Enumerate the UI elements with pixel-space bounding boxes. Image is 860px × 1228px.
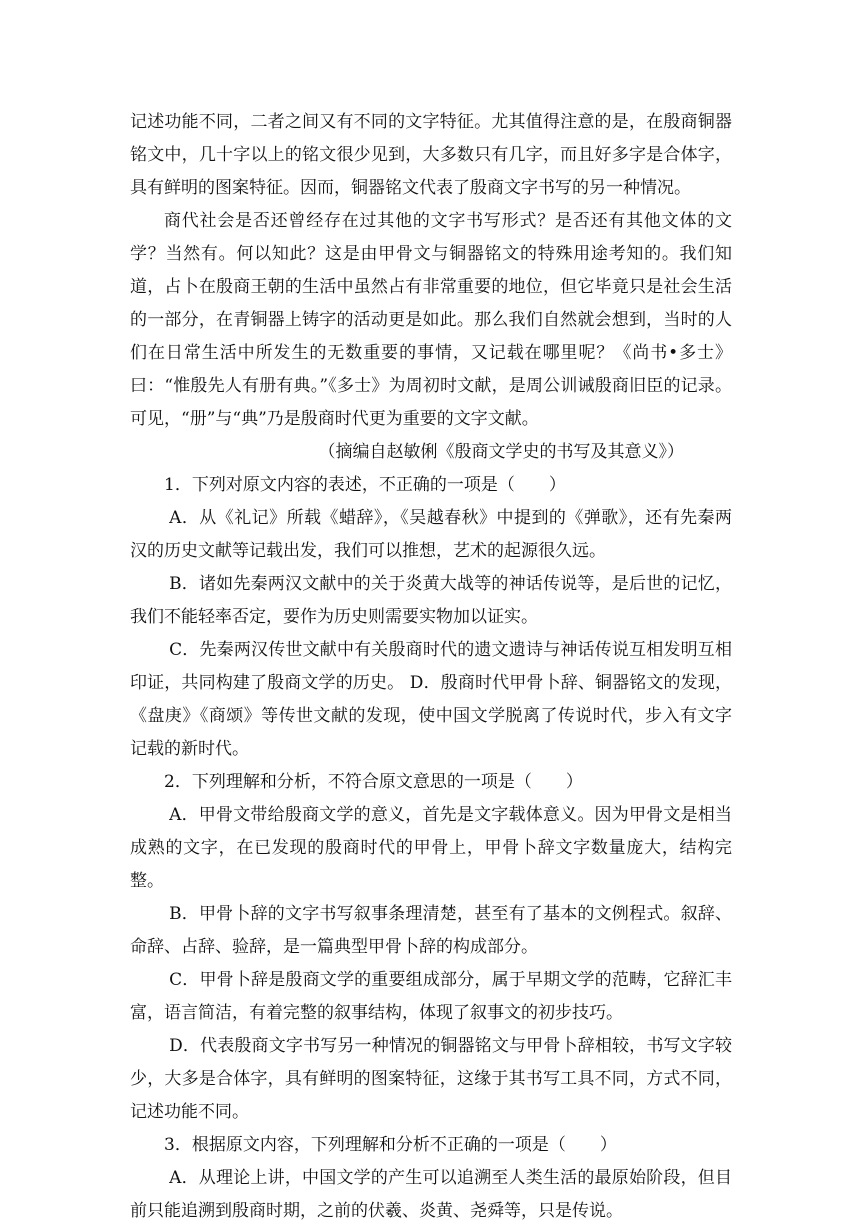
passage-paragraph-continuation: 记述功能不同，二者之间又有不同的文字特征。尤其值得注意的是，在殷商铜器铭文中，几十字以上的铭文很少见到，大多数只有几字，而且好多字是合体字，具有鲜明的图案特征。因而，铜器铭文代表了殷商文字书写的另一种情况。	[130, 112, 732, 198]
question-1-option-a: A．从《礼记》所载《蜡辞》，《吴越春秋》中提到的《弹歌》，还有先秦两汉的历史文献等记载出发，我们可以推想，艺术的起源很久远。	[130, 508, 732, 561]
document-body	[130, 106, 732, 1228]
question-3-stem: 3．根据原文内容，下列理解和分析不正确的一项是（ ）	[164, 1135, 617, 1155]
source-citation: （摘编自赵敏俐《殷商文学史的书写及其意义》）	[318, 442, 684, 462]
question-2-option-c: C．甲骨卜辞是殷商文学的重要组成部分，属于早期文学的范畴，它辞汇丰富，语言简洁，有着完整的叙事结构，体现了叙事文的初步技巧。	[130, 970, 732, 1023]
question-2-stem: 2．下列理解和分析，不符合原文意思的一项是（ ）	[164, 772, 583, 792]
question-1-option-b: B．诸如先秦两汉文献中的关于炎黄大战等的神话传说等，是后世的记忆，我们不能轻率否定，要作为历史则需要实物加以证实。	[130, 574, 732, 627]
question-1-option-c-d: C．先秦两汉传世文献中有关殷商时代的遗文遗诗与神话传说互相发明互相印证，共同构建了殷商文学的历史。 D．殷商时代甲骨卜辞、铜器铭文的发现，《盘庚》《商颂》等传世文献的发现，使中国文学脱离了传说时代，步入有文字记载的新时代。	[130, 640, 732, 759]
question-2-option-b: B．甲骨卜辞的文字书写叙事条理清楚，甚至有了基本的文例程式。叙辞、命辞、占辞、验辞，是一篇典型甲骨卜辞的构成部分。	[130, 904, 732, 957]
question-2-option-a: A．甲骨文带给殷商文学的意义，首先是文字载体意义。因为甲骨文是相当成熟的文字，在已发现的殷商时代的甲骨上，甲骨卜辞文字数量庞大，结构完整。	[130, 805, 732, 891]
passage-paragraph: 商代社会是否还曾经存在过其他的文字书写形式？是否还有其他文体的文学？当然有。何以知此？这是由甲骨文与铜器铭文的特殊用途考知的。我们知道，占卜在殷商王朝的生活中虽然占有非常重要的地位，但它毕竟只是社会生活的一部分，在青铜器上铸字的活动更是如此。那么我们自然就会想到，当时的人们在日常生活中所发生的无数重要的事情，又记载在哪里呢？《尚书•多士》曰：“惟殷先人有册有典。”《多士》为周初时文献，是周公训诫殷商旧臣的记录。可见，“册”与“典”乃是殷商时代更为重要的文字文献。	[130, 211, 732, 429]
question-1-stem: 1．下列对原文内容的表述，不正确的一项是（ ）	[164, 475, 566, 495]
question-3-option-a: A．从理论上讲，中国文学的产生可以追溯至人类生活的最原始阶段，但目前只能追溯到殷商时期，之前的伏羲、炎黄、尧舜等，只是传说。	[130, 1168, 732, 1221]
question-2-option-d: D．代表殷商文字书写另一种情况的铜器铭文与甲骨卜辞相较，书写文字较少，大多是合体字，具有鲜明的图案特征，这缘于其书写工具不同，方式不同，记述功能不同。	[130, 1036, 732, 1122]
